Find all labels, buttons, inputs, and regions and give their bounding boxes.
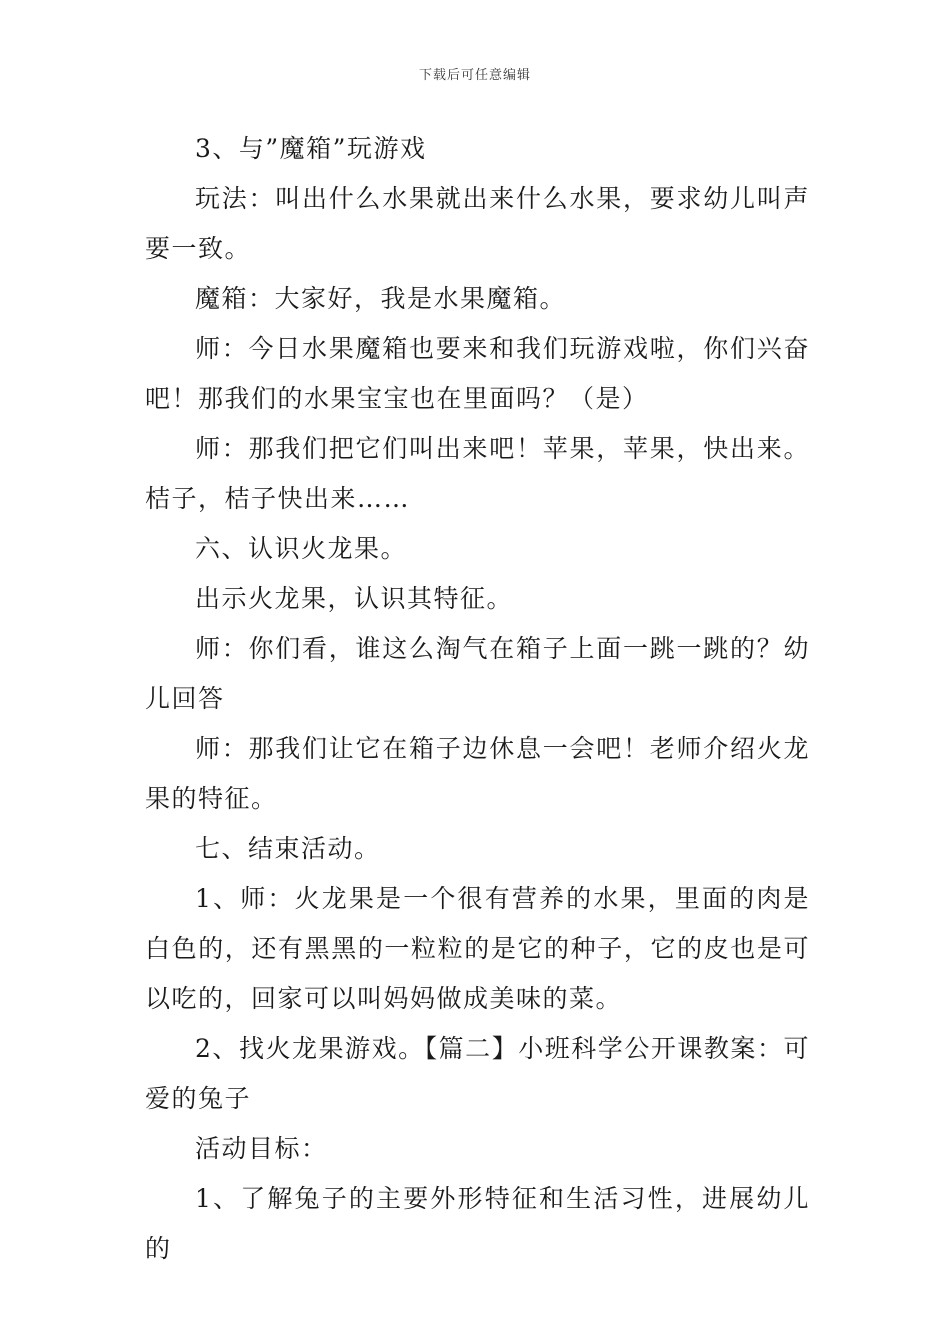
paragraph: 师：那我们把它们叫出来吧！苹果，苹果，快出来。桔子，桔子快出来…… <box>145 434 810 513</box>
paragraph: 1、师：火龙果是一个很有营养的水果，里面的肉是白色的，还有黑黑的一粒粒的是它的种子，它的皮也是可以吃的，回家可以叫妈妈做成美味的菜。 <box>145 884 810 1013</box>
paragraph: 1、了解兔子的主要外形特征和生活习性，进展幼儿的 <box>145 1184 810 1263</box>
paragraph: 出示火龙果，认识其特征。 <box>195 584 514 613</box>
paragraph: 玩法：叫出什么水果就出来什么水果，要求幼儿叫声要一致。 <box>145 184 810 263</box>
paragraph: 七、结束活动。 <box>195 834 381 863</box>
page-header: 下载后可任意编辑 <box>418 68 531 83</box>
paragraph: 师：今日水果魔箱也要来和我们玩游戏啦，你们兴奋吧！那我们的水果宝宝也在里面吗？（是） <box>145 334 810 413</box>
paragraph: 3、与”魔箱”玩游戏 <box>195 134 427 163</box>
paragraph: 师：你们看，谁这么淘气在箱子上面一跳一跳的？幼儿回答 <box>145 634 810 713</box>
paragraph: 魔箱：大家好，我是水果魔箱。 <box>195 284 567 313</box>
paragraph: 活动目标： <box>195 1134 328 1163</box>
paragraph: 2、找火龙果游戏。【篇二】小班科学公开课教案：可爱的兔子 <box>145 1034 810 1113</box>
paragraph: 师：那我们让它在箱子边休息一会吧！老师介绍火龙果的特征。 <box>145 734 810 813</box>
document-body <box>145 124 810 1274</box>
paragraph: 六、认识火龙果。 <box>195 534 408 563</box>
